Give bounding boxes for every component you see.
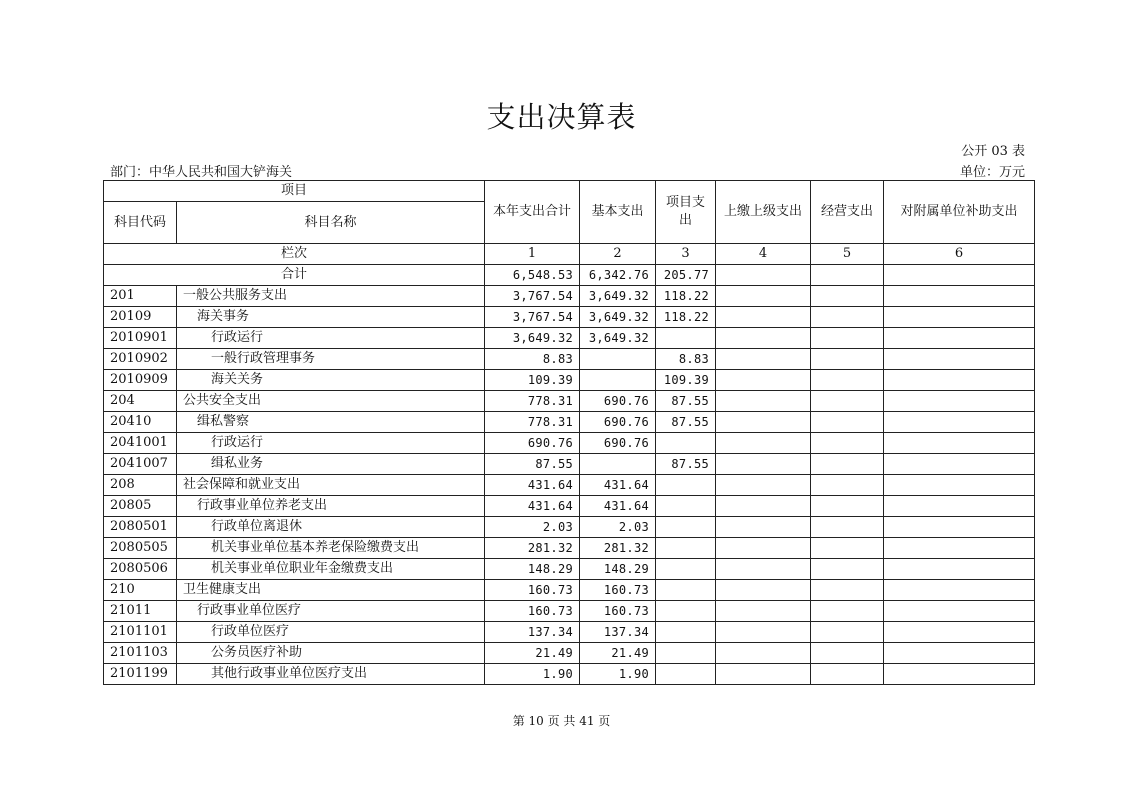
cell-project-expenditure [656,433,716,454]
table-row [104,538,1035,559]
cell-upper-level-expenditure [716,433,811,454]
subject-name: 公共安全支出 [177,391,485,412]
cell-basic-expenditure [580,370,656,391]
subject-code: 204 [104,391,177,412]
cell-subsidiary-expenditure [884,286,1035,307]
cell-operating-expenditure [811,412,884,433]
cell-basic-expenditure: 148.29 [580,559,656,580]
cell-upper-level-expenditure [716,412,811,433]
subject-name: 海关事务 [177,307,485,328]
cell-basic-expenditure: 3,649.32 [580,307,656,328]
subject-name: 行政单位离退休 [177,517,485,538]
total-col4 [716,265,811,286]
cell-upper-level-expenditure [716,538,811,559]
cell-subsidiary-expenditure [884,475,1035,496]
cell-basic-expenditure [580,349,656,370]
cell-total-expenditure: 3,649.32 [485,328,580,349]
cell-subsidiary-expenditure [884,559,1035,580]
header-item: 项目 [104,181,485,202]
total-row [104,265,1035,286]
cell-operating-expenditure [811,559,884,580]
cell-total-expenditure: 3,767.54 [485,307,580,328]
cell-subsidiary-expenditure [884,622,1035,643]
cell-basic-expenditure: 431.64 [580,496,656,517]
subject-name: 一般行政管理事务 [177,349,485,370]
cell-operating-expenditure [811,433,884,454]
cell-upper-level-expenditure [716,643,811,664]
table-row [104,307,1035,328]
cell-total-expenditure: 8.83 [485,349,580,370]
subject-code: 2080501 [104,517,177,538]
table-row [104,496,1035,517]
subject-code: 210 [104,580,177,601]
subject-name: 行政运行 [177,328,485,349]
cell-operating-expenditure [811,391,884,412]
cell-project-expenditure [656,328,716,349]
cell-total-expenditure: 160.73 [485,580,580,601]
subject-name: 缉私业务 [177,454,485,475]
cell-upper-level-expenditure [716,601,811,622]
cell-project-expenditure [656,538,716,559]
col-index-3: 3 [656,244,716,265]
cell-upper-level-expenditure [716,370,811,391]
cell-operating-expenditure [811,286,884,307]
cell-subsidiary-expenditure [884,349,1035,370]
cell-project-expenditure [656,517,716,538]
cell-total-expenditure: 690.76 [485,433,580,454]
cell-subsidiary-expenditure [884,538,1035,559]
subject-name: 社会保障和就业支出 [177,475,485,496]
cell-upper-level-expenditure [716,307,811,328]
cell-project-expenditure [656,475,716,496]
page-number: 第 10 页 共 41 页 [512,714,611,728]
subject-code: 2010902 [104,349,177,370]
col-index-5: 5 [811,244,884,265]
subject-code: 2101199 [104,664,177,685]
subject-code: 20109 [104,307,177,328]
cell-basic-expenditure: 21.49 [580,643,656,664]
cell-upper-level-expenditure [716,328,811,349]
form-number: 公开 03 表 [961,144,1025,159]
cell-project-expenditure: 87.55 [656,454,716,475]
cell-basic-expenditure: 281.32 [580,538,656,559]
header-project-expenditure: 项目支出 [656,181,716,244]
cell-subsidiary-expenditure [884,601,1035,622]
total-col6 [884,265,1035,286]
cell-project-expenditure [656,622,716,643]
subject-name: 卫生健康支出 [177,580,485,601]
subject-code: 2080506 [104,559,177,580]
cell-total-expenditure: 1.90 [485,664,580,685]
cell-basic-expenditure: 690.76 [580,412,656,433]
subject-code: 2041001 [104,433,177,454]
table-row [104,475,1035,496]
cell-subsidiary-expenditure [884,643,1035,664]
subject-code: 2101103 [104,643,177,664]
cell-subsidiary-expenditure [884,433,1035,454]
total-col1: 6,548.53 [485,265,580,286]
subject-code: 2010901 [104,328,177,349]
col-index-1: 1 [485,244,580,265]
cell-total-expenditure: 21.49 [485,643,580,664]
subject-code: 21011 [104,601,177,622]
cell-operating-expenditure [811,538,884,559]
subject-name: 缉私警察 [177,412,485,433]
subject-name: 其他行政事业单位医疗支出 [177,664,485,685]
cell-operating-expenditure [811,622,884,643]
subject-name: 一般公共服务支出 [177,286,485,307]
cell-project-expenditure: 87.55 [656,391,716,412]
subject-name: 行政运行 [177,433,485,454]
table-row [104,349,1035,370]
cell-basic-expenditure: 690.76 [580,433,656,454]
table-row [104,622,1035,643]
subject-name: 机关事业单位基本养老保险缴费支出 [177,538,485,559]
cell-project-expenditure [656,496,716,517]
table-row [104,601,1035,622]
cell-upper-level-expenditure [716,517,811,538]
header-code: 科目代码 [104,202,177,244]
cell-upper-level-expenditure [716,475,811,496]
cell-operating-expenditure [811,349,884,370]
table-row [104,328,1035,349]
cell-subsidiary-expenditure [884,307,1035,328]
department-label: 部门：中华人民共和国大铲海关 [110,165,293,180]
cell-operating-expenditure [811,370,884,391]
subject-code: 208 [104,475,177,496]
subject-code: 2080505 [104,538,177,559]
cell-operating-expenditure [811,643,884,664]
cell-project-expenditure: 8.83 [656,349,716,370]
subject-code: 2010909 [104,370,177,391]
cell-project-expenditure: 118.22 [656,307,716,328]
table-row [104,559,1035,580]
cell-basic-expenditure: 160.73 [580,601,656,622]
cell-total-expenditure: 160.73 [485,601,580,622]
cell-operating-expenditure [811,475,884,496]
cell-operating-expenditure [811,517,884,538]
cell-operating-expenditure [811,496,884,517]
cell-project-expenditure: 109.39 [656,370,716,391]
subject-name: 海关关务 [177,370,485,391]
table-row [104,433,1035,454]
cell-upper-level-expenditure [716,391,811,412]
cell-subsidiary-expenditure [884,664,1035,685]
cell-project-expenditure: 118.22 [656,286,716,307]
cell-total-expenditure: 137.34 [485,622,580,643]
cell-total-expenditure: 281.32 [485,538,580,559]
subject-code: 2041007 [104,454,177,475]
cell-subsidiary-expenditure [884,454,1035,475]
cell-basic-expenditure [580,454,656,475]
unit-label: 单位：万元 [959,165,1025,180]
subject-code: 20805 [104,496,177,517]
row-index-label: 栏次 [104,244,485,265]
cell-total-expenditure: 778.31 [485,391,580,412]
header-operating-expenditure: 经营支出 [811,181,884,244]
cell-upper-level-expenditure [716,559,811,580]
cell-operating-expenditure [811,664,884,685]
cell-basic-expenditure: 160.73 [580,580,656,601]
cell-project-expenditure: 87.55 [656,412,716,433]
cell-total-expenditure: 148.29 [485,559,580,580]
table-row [104,664,1035,685]
table-row [104,643,1035,664]
subject-name: 行政事业单位医疗 [177,601,485,622]
cell-project-expenditure [656,643,716,664]
total-col5 [811,265,884,286]
cell-total-expenditure: 2.03 [485,517,580,538]
table-row [104,286,1035,307]
cell-total-expenditure: 87.55 [485,454,580,475]
cell-subsidiary-expenditure [884,391,1035,412]
cell-subsidiary-expenditure [884,496,1035,517]
cell-subsidiary-expenditure [884,517,1035,538]
cell-total-expenditure: 431.64 [485,475,580,496]
cell-operating-expenditure [811,328,884,349]
table-row [104,454,1035,475]
cell-total-expenditure: 109.39 [485,370,580,391]
header-name: 科目名称 [177,202,485,244]
cell-upper-level-expenditure [716,580,811,601]
cell-upper-level-expenditure [716,496,811,517]
cell-total-expenditure: 431.64 [485,496,580,517]
subject-name: 行政单位医疗 [177,622,485,643]
cell-upper-level-expenditure [716,286,811,307]
cell-project-expenditure [656,580,716,601]
cell-upper-level-expenditure [716,349,811,370]
header-upper-level-expenditure: 上缴上级支出 [716,181,811,244]
cell-basic-expenditure: 3,649.32 [580,286,656,307]
subject-code: 2101101 [104,622,177,643]
col-index-4: 4 [716,244,811,265]
table-row [104,412,1035,433]
cell-operating-expenditure [811,454,884,475]
cell-upper-level-expenditure [716,664,811,685]
cell-project-expenditure [656,559,716,580]
subject-name: 机关事业单位职业年金缴费支出 [177,559,485,580]
table-row [104,370,1035,391]
cell-operating-expenditure [811,580,884,601]
table-row [104,517,1035,538]
cell-project-expenditure [656,601,716,622]
cell-operating-expenditure [811,307,884,328]
cell-upper-level-expenditure [716,622,811,643]
total-label: 合计 [104,265,485,286]
subject-code: 201 [104,286,177,307]
cell-subsidiary-expenditure [884,412,1035,433]
expenditure-table [103,180,1035,685]
table-row [104,580,1035,601]
cell-basic-expenditure: 137.34 [580,622,656,643]
total-col3: 205.77 [656,265,716,286]
cell-operating-expenditure [811,601,884,622]
table-row [104,391,1035,412]
total-col2: 6,342.76 [580,265,656,286]
col-index-6: 6 [884,244,1035,265]
cell-subsidiary-expenditure [884,370,1035,391]
cell-project-expenditure [656,664,716,685]
cell-basic-expenditure: 690.76 [580,391,656,412]
cell-total-expenditure: 778.31 [485,412,580,433]
subject-name: 公务员医疗补助 [177,643,485,664]
subject-code: 20410 [104,412,177,433]
cell-subsidiary-expenditure [884,580,1035,601]
cell-basic-expenditure: 431.64 [580,475,656,496]
cell-upper-level-expenditure [716,454,811,475]
header-subsidiary-expenditure: 对附属单位补助支出 [884,181,1035,244]
page-title: 支出决算表 [486,100,637,134]
cell-basic-expenditure: 1.90 [580,664,656,685]
cell-basic-expenditure: 2.03 [580,517,656,538]
header-basic-expenditure: 基本支出 [580,181,656,244]
cell-basic-expenditure: 3,649.32 [580,328,656,349]
col-index-2: 2 [580,244,656,265]
cell-subsidiary-expenditure [884,328,1035,349]
subject-name: 行政事业单位养老支出 [177,496,485,517]
cell-total-expenditure: 3,767.54 [485,286,580,307]
header-total-expenditure: 本年支出合计 [485,181,580,244]
